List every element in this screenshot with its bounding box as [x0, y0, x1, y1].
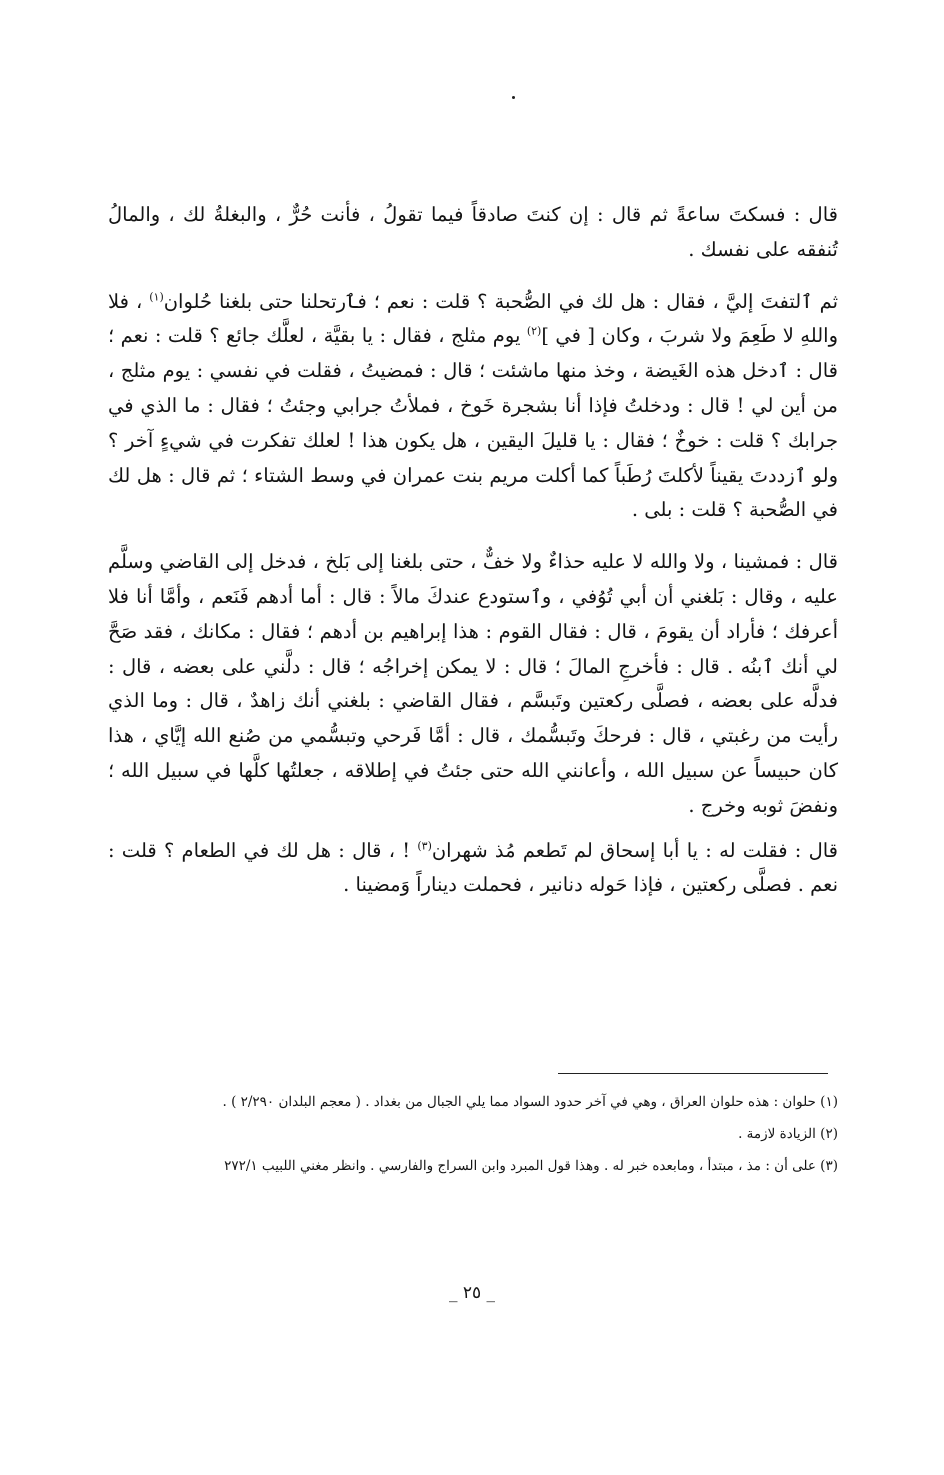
page-mark — [512, 96, 515, 99]
paragraph-2-part-c: يوم مثلج ، فقال : يا بقيَّة ، لعلَّك جائع ؟ قلت : نعم ؛ قال : ٱدخل هذه الغَيضة ، وخذ منها ماشئت ؛ قال : فمضيتُ ، فقلت في نفسي : يوم مثلج ، من أين لي ! قال : ودخلتُ فإذا أنا بشجرة خَوخ ، فملأتُ جرابي وجئتُ ؛ فقال : ما الذي في جرابك ؟ قلت : خوخٌ ؛ فقال : يا قليلَ اليقين ، هل يكون هذا ! لعلك تفكرت في شيءٍ آخر ؟ ولو ٱزددتَ يقيناً لأكلتَ رُطَباً كما أكلت مريم بنت عمران في وسط الشتاء ؛ ثم قال : هل لك في الصُّحبة ؟ قلت : بلى . — [108, 324, 838, 522]
footnote-marker-1: (١) — [149, 290, 164, 304]
footnote-3: (٣) على أن : مذ ، مبتدأ ، ومابعده خبر له . وهذا قول المبرد وابن السراج والفارسي . وانظر مغني اللبيب ٢٧٢/١ — [224, 1158, 838, 1174]
paragraph-4-part-a: قال : فقلت له : يا أبا إسحاق لم تَطعم مُذ شهران — [431, 838, 838, 862]
paragraph-3: قال : فمشينا ، ولا والله لا عليه حذاءٌ ولا خفٌّ ، حتى بلغنا إلى بَلخ ، فدخل إلى القاضي وسلَّم عليه ، وقال : بَلغني أن أبي تُوُفي ، وٱستودع عندكَ مالاً : قال : أما أدهم فَنَعم ، وأمَّا أنا فلا أعرفك ؛ فأراد أن يقومَ ، قال : فقال القوم : هذا إبراهيم بن أدهم ؛ فقال : مكانك ، فقد صَحَّ لي أنك ٱبنُه . قال : فأخرجِ المالَ ؛ قال : لا يمكن إخراجُه ؛ قال : دلَّني على بعضه ، قال : فدلَّه على بعضه ، فصلَّى ركعتين وتَبسَّم ، فقال القاضي : بلغني أنك زاهدٌ ، قال : وما الذي رأيت من رغبتي ، قال : فرحكَ وتَبسُّمك ، قال : أمَّا فَرحي وتبسُّمي من صُنع الله إيَّاي ، هذا كان حبيساً عن سبيل الله ، وأعانني الله حتى جئتُ في إطلاقه ، جعلتُها كلَّها في سبيل الله ؛ ونفضَ ثوبه وخرج . — [108, 550, 838, 817]
paragraph-2 — [108, 285, 838, 529]
footnote-2: (٢) الزيادة لازمة . — [738, 1126, 838, 1142]
paragraph-2-part-a: ثم ٱلتفتَ إليَّ ، فقال : هل لك في الصُّحبة ؟ قلت : نعم ؛ فٱرتحلنا حتى بلغنا حُلوان — [163, 289, 838, 313]
footnote-1: (١) حلوان : هذه حلوان العراق ، وهي في آخر حدود السواد مما يلي الجبال من بغداد . ( معجم البلدان ٢/٢٩٠ ) . — [222, 1094, 838, 1110]
paragraph-4-part-b: ! ، قال : هل لك في الطعام ؟ قلت : نعم . فصلَّى ركعتين ، فإذا حَوله دنانير ، فحملت ديناراً وَمضينا . — [108, 838, 838, 897]
page-number: _ ٢٥ _ — [448, 1283, 496, 1303]
footnote-separator — [558, 1073, 828, 1074]
paragraph-4 — [108, 834, 838, 904]
footnotes — [108, 1088, 838, 1184]
main-text — [108, 198, 838, 920]
paragraph-2-part-b: ، فلا واللهِ لا طَعِمَ ولا شربَ ، وكان [ في ] — [108, 289, 838, 348]
paragraph-1: قال : فسكتَ ساعةً ثم قال : إن كنتَ صادقاً فيما تقولُ ، فأنت حُرٌّ ، والبغلةُ لك ، والمالُ تُنفقه على نفسك . — [108, 203, 838, 261]
footnote-marker-2: (٢) — [526, 324, 542, 338]
footnote-marker-3: (٣) — [417, 839, 432, 853]
